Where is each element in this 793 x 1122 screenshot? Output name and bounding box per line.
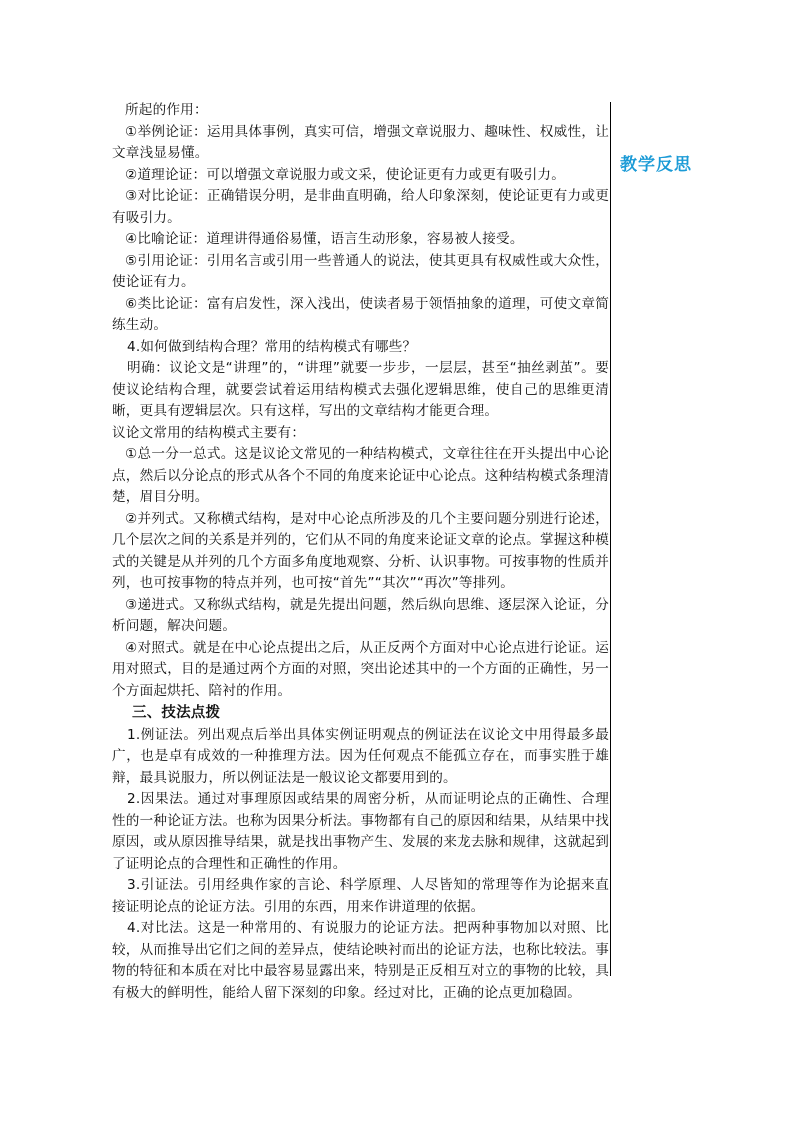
paragraph: ①总一分一总式。这是议论文常见的一种结构模式，文章往往在开头提出中心论点，然后以分论点的形式从各个不同的角度来论证中心论点。这种结构模式条理清楚，眉目分明。 <box>112 446 609 505</box>
teaching-reflection-heading: 教学反思 <box>620 155 692 175</box>
section-heading: 三、技法点拨 <box>132 705 221 721</box>
paragraph: 1.例证法。列出观点后举出具体实例证明观点的例证法在议论文中用得最多最广，也是卓有成效的一种推理方法。因为任何观点不能孤立存在，而事实胜于雄辩，最具说服力，所以例证法是一般议论文都要用到的。 <box>112 726 609 786</box>
paragraph: ④对照式。就是在中心论点提出之后，从正反两个方面对中心论点进行论证。运用对照式，目的是通过两个方面的对照，突出论述其中的一个方面的正确性，另一个方面起烘托、陪衬的作用。 <box>112 639 609 699</box>
paragraph: ③对比论证：正确错误分明，是非曲直明确，给人印象深刻，使论证更有力或更有吸引力。 <box>112 188 609 226</box>
paragraph: 3.引证法。引用经典作家的言论、科学原理、人尽皆知的常理等作为论据来直接证明论点的论证方法。引用的东西，用来作讲道理的依据。 <box>112 877 609 915</box>
paragraph: ②并列式。又称横式结构，是对中心论点所涉及的几个主要问题分别进行论述，几个层次之间的关系是并列的，它们从不同的角度来论证文章的论点。掌握这种模式的关键是从并列的几个方面多角度地观察、分析、认识事物。可按事物的性质并列，也可按事物的特点并列，也可按“首先”“其次”“再次”等排列。 <box>112 510 609 591</box>
paragraph: ⑤引用论证：引用名言或引用一些普通人的说法，使其更具有权威性或大众性，使论证有力。 <box>112 252 609 290</box>
paragraph: 4.如何做到结构合理？常用的结构模式有哪些？ <box>127 338 417 355</box>
main-text-column <box>112 100 609 1001</box>
paragraph: 4.对比法。这是一种常用的、有说服力的论证方法。把两种事物加以对照、比较，从而推导出它们之间的差异点，使结论映衬而出的论证方法，也称比较法。事物的特征和本质在对比中最容易显露出来，特别是正反相互对立的事物的比较，具有极大的鲜明性，能给人留下深刻的印象。经过对比，正确的论点更加稳固。 <box>112 920 609 1001</box>
column-divider <box>610 102 611 976</box>
paragraph: ①举例论证：运用具体事例，真实可信，增强文章说服力、趣味性、权威性，让文章浅显易懂。 <box>112 123 609 161</box>
paragraph: 议论文常用的结构模式主要有： <box>112 424 306 441</box>
paragraph: ②道理论证：可以增强文章说服力或文采，使论证更有力或更有吸引力。 <box>125 166 565 183</box>
paragraph: 明确：议论文是“讲理”的，“讲理”就要一步步，一层层，甚至“抽丝剥茧”。要使议论结构合理，就要尝试着运用结构模式去强化逻辑思维，使自己的思维更清晰，更具有逻辑层次。只有这样，写出的文章结构才能更合理。 <box>112 360 609 419</box>
paragraph: ④比喻论证：道理讲得通俗易懂，语言生动形象，容易被人接受。 <box>125 231 524 247</box>
paragraph: ③递进式。又称纵式结构，就是先提出问题，然后纵向思维、逐层深入论证，分析问题，解决问题。 <box>112 596 609 634</box>
paragraph: 2.因果法。通过对事理原因或结果的周密分析，从而证明论点的正确性、合理性的一种论证方法。也称为因果分析法。事物都有自己的原因和结果，从结果中找原因，或从原因推导结果，就是找出事物产生、发展的来龙去脉和规律，这就起到了证明论点的合理性和正确性的作用。 <box>112 791 609 872</box>
paragraph: 所起的作用： <box>125 102 208 118</box>
paragraph: ⑥类比论证：富有启发性，深入浅出，使读者易于领悟抽象的道理，可使文章简练生动。 <box>112 295 609 333</box>
